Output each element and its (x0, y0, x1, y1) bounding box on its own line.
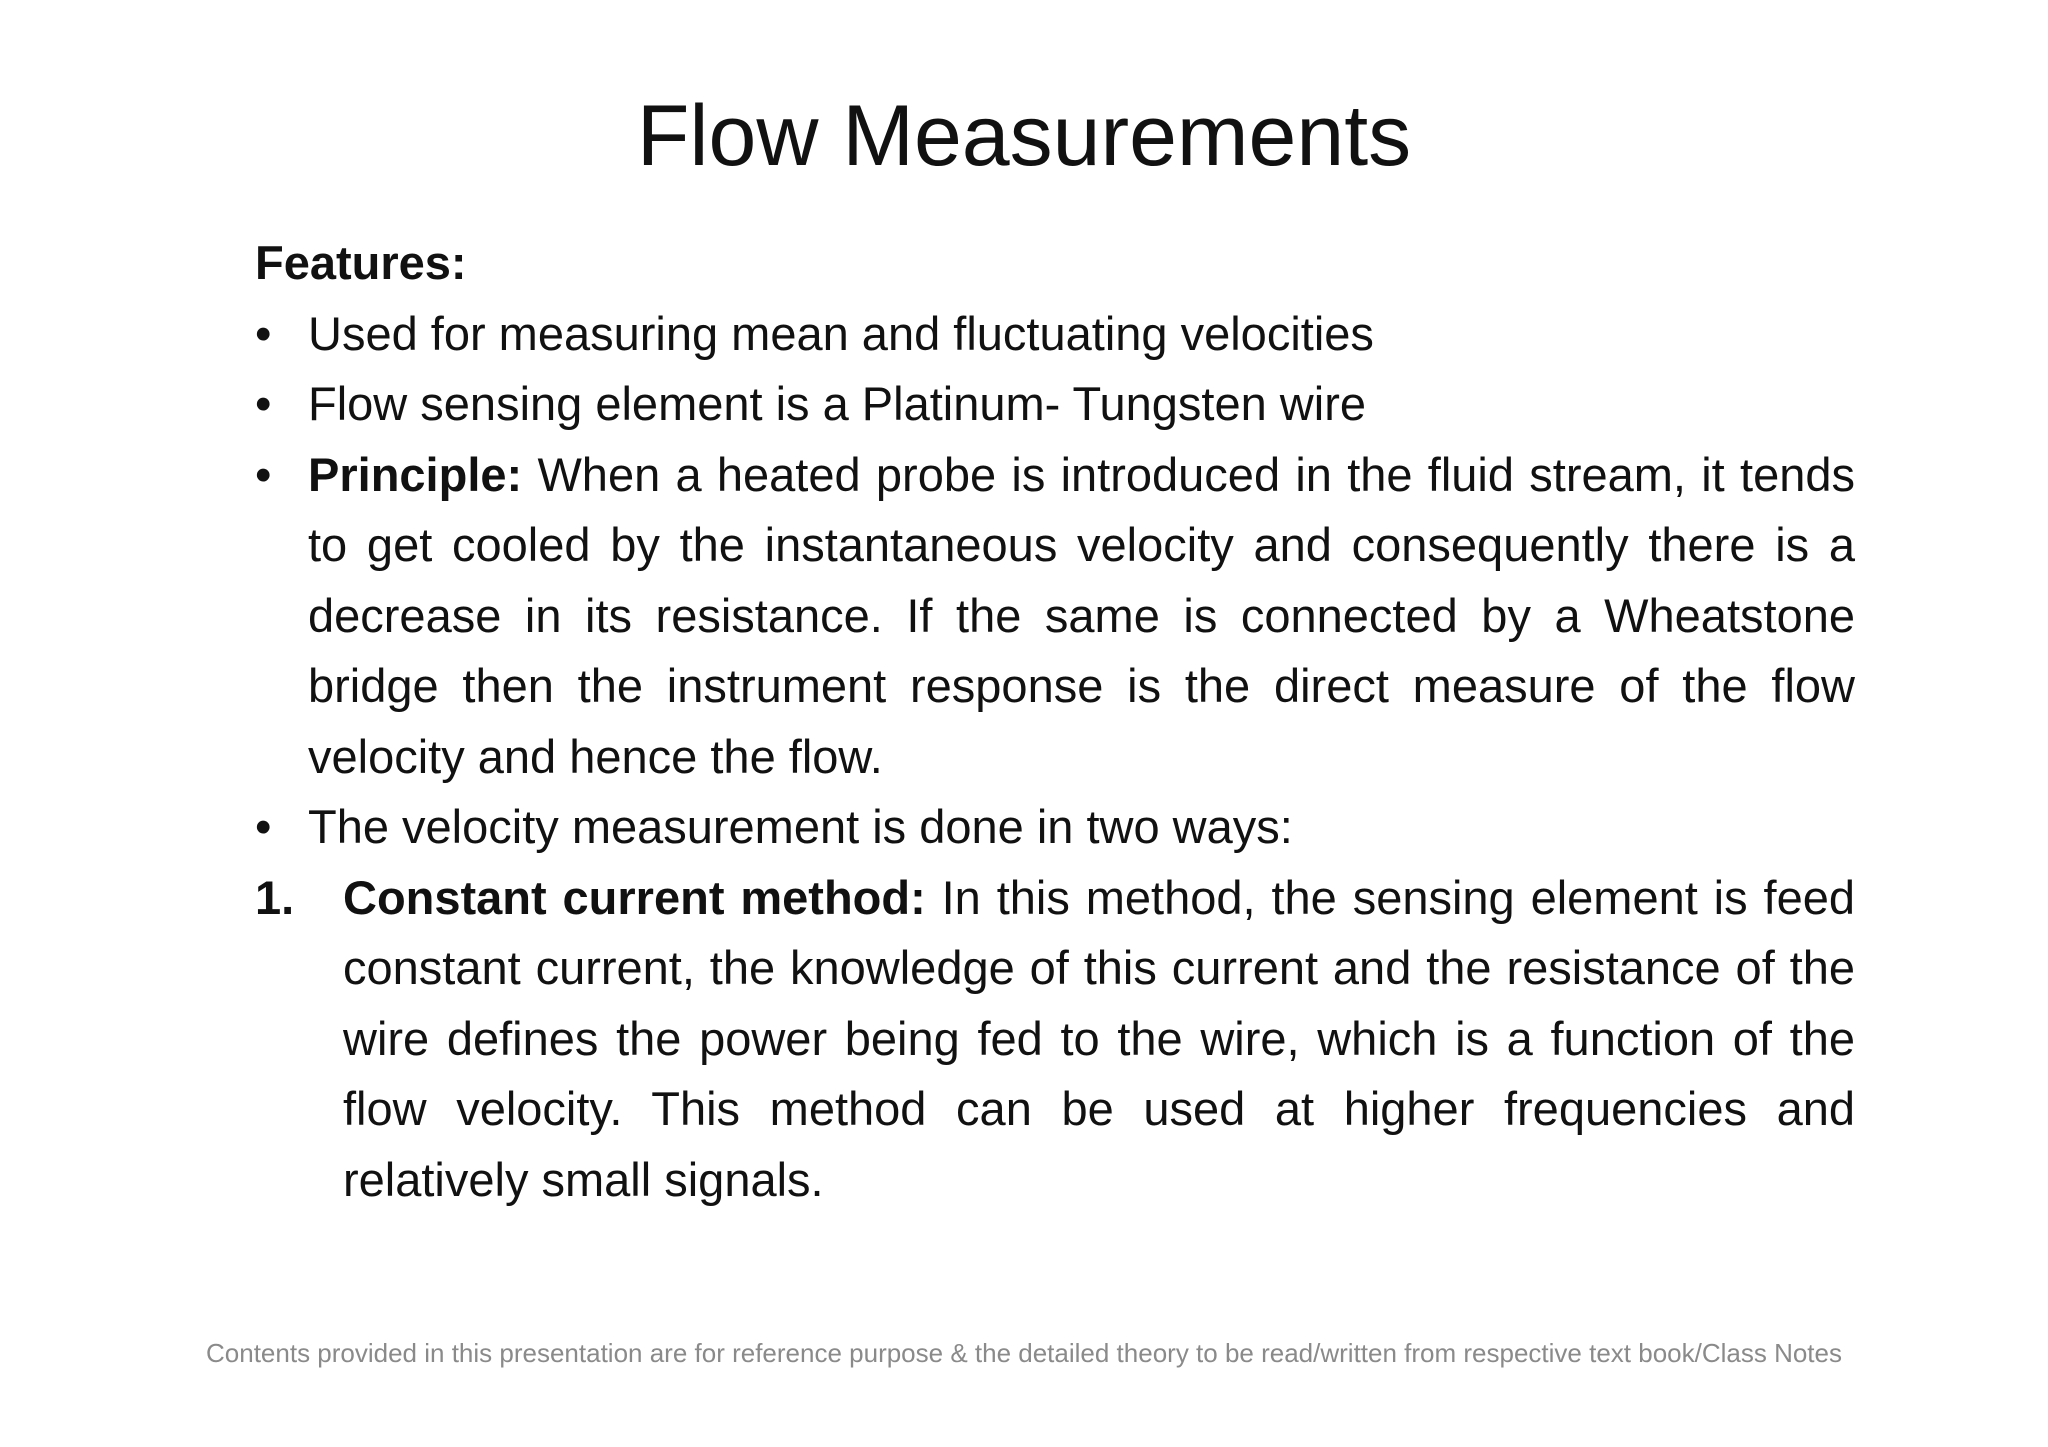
bullet-item (255, 792, 1855, 863)
principle-label: Principle: (308, 447, 523, 501)
bullet-text: Flow sensing element is a Platinum- Tungsten wire (308, 377, 1366, 430)
slide-title: Flow Measurements (636, 88, 1412, 184)
bullet-icon: • (255, 306, 272, 360)
bullet-text: Used for measuring mean and fluctuating velocities (308, 306, 1374, 360)
bullet-icon: • (255, 800, 272, 853)
slide-content (255, 228, 1855, 1215)
numbered-item-constant-current (255, 863, 1855, 1216)
bullet-icon: • (255, 447, 272, 501)
bullet-item (255, 299, 1855, 370)
bullet-item (255, 369, 1855, 440)
principle-text: When a heated probe is introduced in the fluid stream, it tends to get cooled by the instantaneous velocity and consequently there is a decrease in its resistance. If the same is connected by a Wheatstone bridge then the instrument response is the direct measure of the flow velocity and hence the flow. (308, 447, 1855, 783)
bullet-icon: • (255, 377, 272, 430)
features-heading: Features: (255, 236, 467, 289)
method-label: Constant current method: (343, 870, 926, 924)
bullet-item-principle (255, 440, 1855, 793)
list-number: 1. (255, 870, 295, 924)
bullet-text: The velocity measurement is done in two ways: (308, 800, 1293, 853)
method-text: In this method, the sensing element is feed constant current, the knowledge of this current and the resistance of the wire defines the power being fed to the wire, which is a function of the flow velocity. This method can be used at higher frequencies and relatively small signals. (343, 870, 1855, 1206)
slide-footer-disclaimer: Contents provided in this presentation are for reference purpose & the detailed theory to be read/written from respective text book/Class Notes (206, 1338, 1842, 1368)
